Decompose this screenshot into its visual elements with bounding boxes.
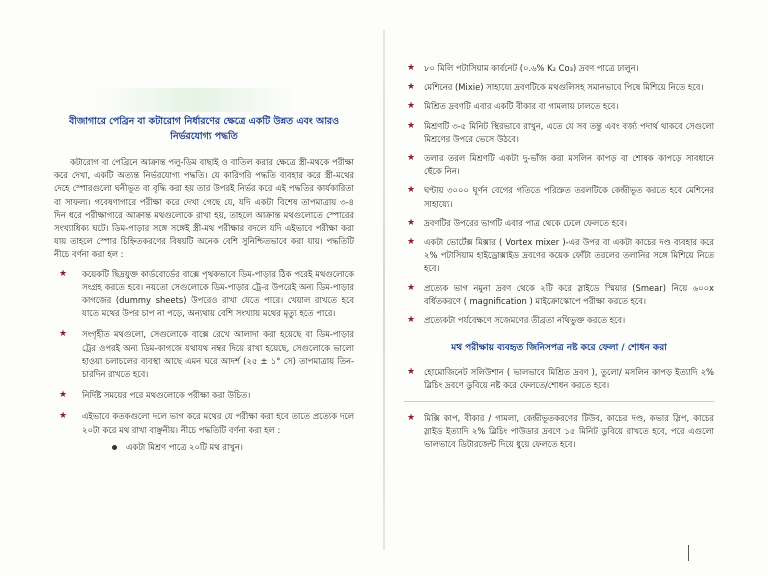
divider xyxy=(404,401,714,402)
list-item xyxy=(404,184,714,210)
star-bullet-icon: ★ xyxy=(406,217,416,228)
list-item xyxy=(404,152,714,178)
star-bullet-icon: ★ xyxy=(406,101,416,112)
list-item-text: প্রত্যেক ভাগ নমুনা দ্রবণ থেকে ২টি করে স্লাইডে স্মিয়ার (Smear) নিয়ে ৬০০x বর্ধিতকরণে ( magnification ) মাইক্রোস্কোপে পরীক্ষা করতে হবে। xyxy=(424,282,714,306)
star-bullet-icon: ★ xyxy=(406,82,416,93)
star-bullet-icon: ★ xyxy=(58,329,68,340)
list-item-text: তলার তরল মিশ্রণটি একটা দু-ভাঁজ করা মসলিন কাপড় বা শোষক কাপড়ে সাবধানে ছেঁকে নিন। xyxy=(424,153,714,177)
margin-mark xyxy=(688,545,689,561)
list-item xyxy=(404,236,714,276)
list-item xyxy=(404,282,714,308)
right-list xyxy=(404,62,714,327)
star-bullet-icon: ★ xyxy=(406,153,416,164)
list-item-text: মিক্সি কাপ, বীকার / গামলা, কেন্দ্রীভূতকরণের টিউব, কাচের দণ্ড, কভার স্লিপ, কাচের স্লাইড ইত্যাদি ২% ব্লিচিং পাউডার দ্রবণে ১৫ মিনিট ডুবিয়ে রাখতে হবে, পরে এগুলো ভালভাবে ডিটারজেন্ট দিয়ে ধুয়ে ফেলতে হবে। xyxy=(424,412,714,450)
list-item-text: ৮০ মিলি পটাসিয়াম কার্বনেট (০.৬% K₂ Co₃) দ্রবণ পাত্রে ঢালুন। xyxy=(424,63,639,73)
list-item xyxy=(404,366,714,392)
intro-paragraph: কটারোগ বা পেব্রিনে আক্রান্ত পলু-ডিম বাছাই ও বাতিল করার ক্ষেত্রে স্ত্রী-মথকে পরীক্ষা করে দেখা, একটি অত্যন্ত নির্ভরযোগ্য পদ্ধতি। যে কারিগরি পদ্ধতি ব্যবহার করে স্ত্রী-মথের দেহে স্পোরগুলো ঘনীভূত বা বৃদ্ধি করা হয় তার উপরই নির্ভর করে এই পদ্ধতির কার্যকারিতা বা সাফল্য। গবেষণাগারে পরীক্ষা করে দেখা গেছে যে, যদি একটা বিশেষ তাপমাত্রায় ৩-৪ দিন ধরে পরীক্ষাগারে আক্রান্ত মথগুলোকে রাখা হয়, তাহলে আক্রান্ত মথগুলোতে স্পোরের সংখ্যাধিক্য ঘটে। ডিম-পাড়ার সঙ্গে সঙ্গেই স্ত্রী-মথ পরীক্ষার বদলে যদি এইভাবে পরীক্ষা করা যায় তাহলে স্পোর চিহ্নিতকরণের বিষয়টি অনেক বেশি সুনিশ্চিতভাবে করা যায়। পদ্ধতিটি নীচে বর্ণনা করা হল : xyxy=(54,157,354,260)
sub-list-item-text: একটা মিশ্রণ পাত্রে ২০টি মথ রাখুন। xyxy=(126,441,243,452)
list-item xyxy=(54,389,354,402)
left-list xyxy=(54,268,354,454)
list-item-text: দ্রবণটির উপরের ভাগটি এবার পাত্র থেকে ঢেলে ফেলতে হবে। xyxy=(424,217,628,228)
star-bullet-icon: ★ xyxy=(406,120,416,131)
star-bullet-icon: ★ xyxy=(58,268,68,279)
star-bullet-icon: ★ xyxy=(406,63,416,73)
list-item xyxy=(404,217,714,230)
list-item xyxy=(404,100,714,113)
book-spine xyxy=(383,30,385,550)
star-bullet-icon: ★ xyxy=(406,412,416,423)
dot-bullet-icon xyxy=(112,445,117,450)
list-item xyxy=(404,120,714,146)
star-bullet-icon: ★ xyxy=(406,282,416,293)
list-item-text: মিশ্রিত দ্রবণটি এবার একটি বীকার বা গামলায় ঢালতে হবে। xyxy=(424,101,619,112)
section-title: মথ পরীক্ষায় ব্যবহৃত জিনিসপত্র নষ্ট করে ফেলা / শোধন করা xyxy=(451,343,667,354)
list-item xyxy=(404,412,714,452)
list-item-text: নির্দিষ্ট সময়ের পরে মথগুলোকে পরীক্ষা করা উচিত। xyxy=(82,390,251,401)
star-bullet-icon: ★ xyxy=(406,185,416,196)
list-item xyxy=(404,81,714,94)
list-item-text: একটা ভোর্টেক্স মিক্সার ( Vortex mixer )-এর উপর বা একটা কাচের দণ্ড ব্যবহার করে ২% পটাসিয়াম হাইড্রোক্সাইড দ্রবণের কয়েক ফোঁটা তরলের তলানির সঙ্গে মিশিয়ে নিতে হবে। xyxy=(424,237,714,274)
left-title: বীজাগারে পেব্রিন বা কটারোগ নির্ধারণের ক্ষেত্রে একটি উন্নত এবং আরও নির্ভরযোগ্য পদ্ধতি xyxy=(69,116,339,142)
list-item xyxy=(54,268,354,321)
list-item-text: হোমোজিনেট সলিউশান ( ভালভাবে মিশ্রিত দ্রবণ ), তুলো/ মসলিন কাপড় ইত্যাদি ২% ব্লিচিং দ্রবণে ডুবিয়ে নষ্ট করে ফেলতে/শোধন করতে হবে। xyxy=(424,367,714,391)
sub-list-item xyxy=(82,441,354,454)
list-item-text: সংগৃহীত মথগুলো, সেগুলোকে বাক্সে রেখে আলাদা করা হয়েছে বা ডিম-পাড়ার ট্রের ওপরই অন্য ডিম-কাগজে যথাযথ নম্বর দিয়ে রাখা হয়েছে, সেগুলোকে ভালো হাওয়া চলাচলের ব্যবস্থা আছে এমন ঘরে আদর্শ (২৫ ± ১° সে) তাপমাত্রায় তিন-চারদিন রাখতে হবে। xyxy=(82,329,354,380)
list-item-text: এইভাবে কতকগুলো দলে ভাগ করে মথের যে পরীক্ষা করা হবে তাতে প্রত্যেক দলে ২০টা করে মথ রাখা বাঞ্ছনীয়। নীচে পদ্ধতিটি বর্ণনা করা হল : xyxy=(82,411,354,435)
list-item-text: ঘণ্টায় ৩০০০ ঘূর্ণন বেগের গতিতে পরিস্রুত তরলটিকে কেন্দ্রীভূত করতে হবে মেশিনের সাহায্যে। xyxy=(424,185,714,209)
list-item xyxy=(404,314,714,327)
star-bullet-icon: ★ xyxy=(406,237,416,248)
star-bullet-icon: ★ xyxy=(406,367,416,378)
list-item-text: মেশিনের (Mixie) সাহায্যে দ্রবণটিকে মথগুলিসহ সমানভাবে পিষে মিশিয়ে নিতে হবে। xyxy=(424,82,704,93)
list-item xyxy=(54,328,354,381)
star-bullet-icon: ★ xyxy=(406,315,416,326)
star-bullet-icon: ★ xyxy=(58,411,68,422)
list-item xyxy=(404,62,714,75)
star-bullet-icon: ★ xyxy=(58,390,68,401)
right-list-2 xyxy=(404,366,714,451)
list-item-text: প্রত্যেকটা পর্যবেক্ষণে সজেমণের তীব্রতা নথিভুক্ত করতে হবে। xyxy=(424,315,626,326)
list-item-text: কয়েকটি ছিদ্রযুক্ত কার্ডবোর্ডের বাক্সে পৃথকভাবে ডিম-পাড়ার ঠিক পরেই মথগুলোকে সংগ্রহ করতে হবে। নয়তো সেগুলোকে ডিম-পাড়ার ট্রে-র উপরেই অন্য ডিম-পাড়ার কাগজের (dummy sheets) উপরেও রাখা যেতে পারে। খেয়াল রাখতে হবে যাতে মথের উপর চাপ না পড়ে, অন্যথায় বেশি সংখ্যায় মথের মৃত্যু হতে পারে। xyxy=(82,268,354,319)
list-item xyxy=(54,410,354,454)
left-column xyxy=(54,100,354,462)
right-column xyxy=(404,62,714,457)
list-item-text: মিশ্রণটি ৩-৫ মিনিট স্থিরভাবে রাখুন, এতে যে সব তন্তু এবং বর্জ্য পদার্থ থাকবে সেগুলো মিশ্রণের উপরে ভেসে উঠবে। xyxy=(424,120,714,144)
